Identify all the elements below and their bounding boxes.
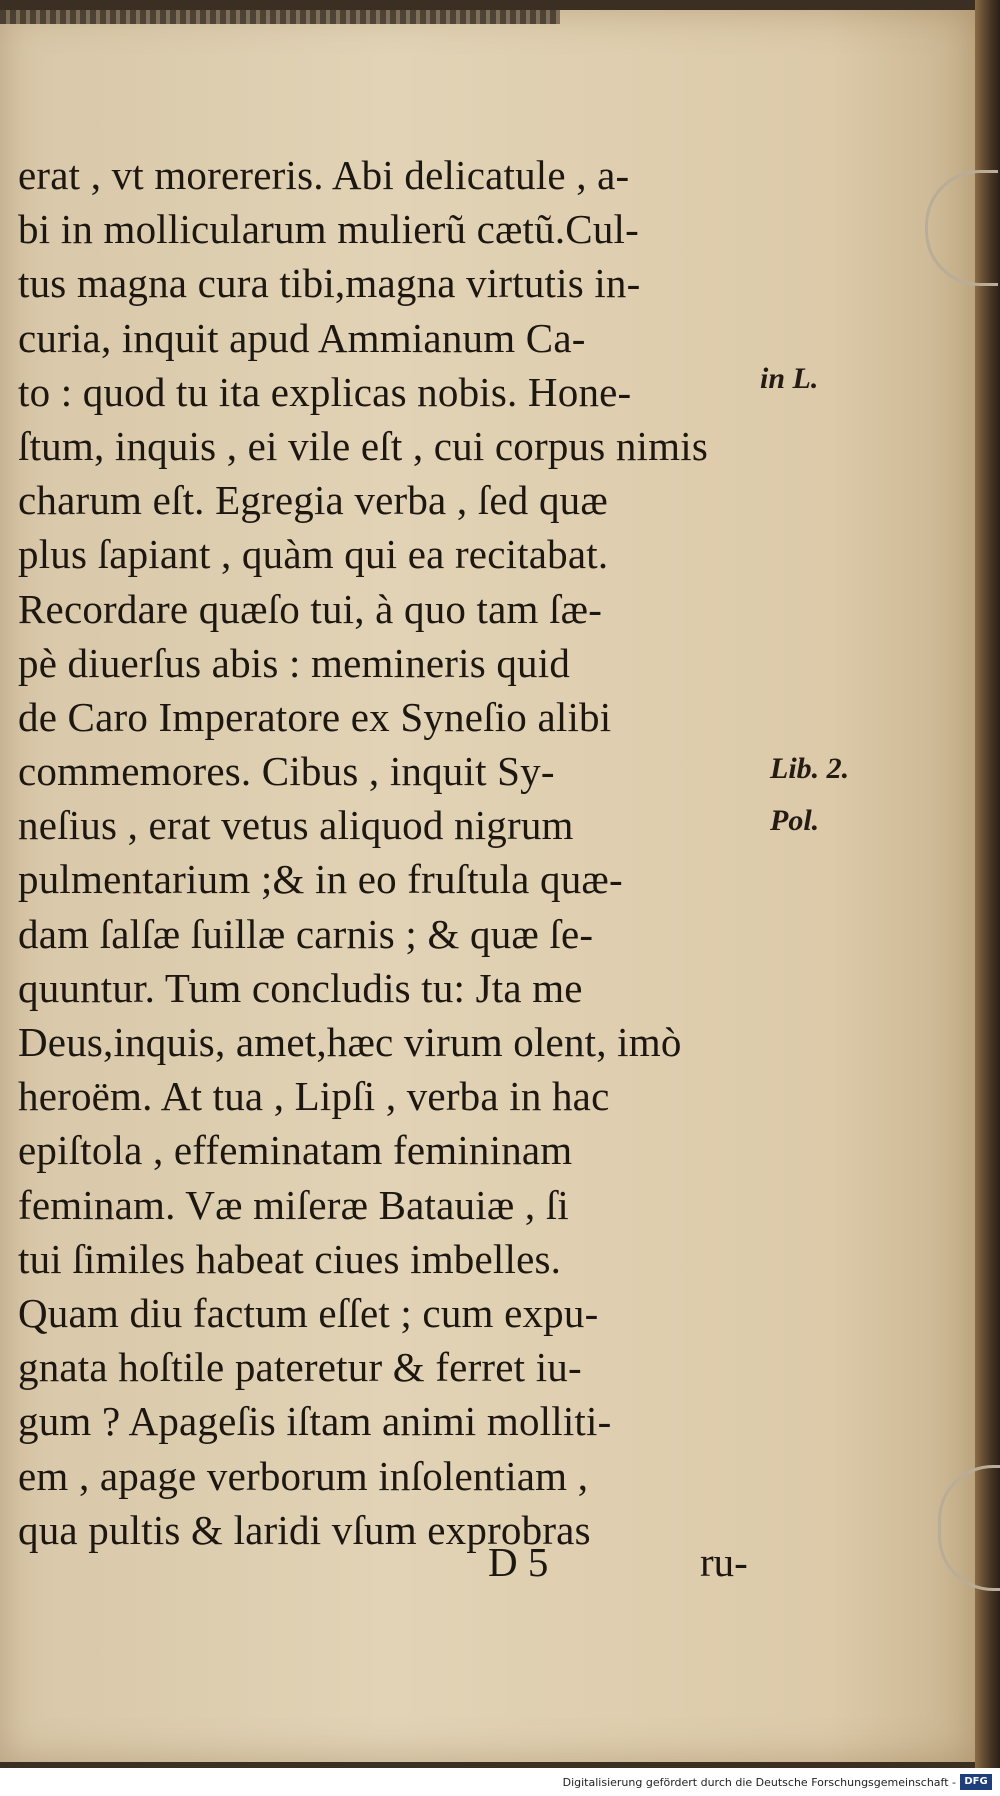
text-line: feminam. Væ miſeræ Batauiæ , ſi xyxy=(18,1181,569,1228)
text-line: em , apage verborum inſolentiam , xyxy=(18,1452,589,1499)
text-line: Quam diu factum eſſet ; cum expu- xyxy=(18,1289,599,1336)
text-line: Deus,inquis, amet,hæc virum olent, imò xyxy=(18,1019,682,1065)
text-line: pulmentarium ;& in eo fruſtula quæ- xyxy=(18,856,623,903)
margin-note-pol: Pol. xyxy=(770,804,820,837)
signature-mark: D 5 xyxy=(488,1539,549,1585)
margin-note-lib: Lib. 2. xyxy=(770,752,850,785)
text-line: ſtum, inquis , ei vile eſt , cui corpus nimis xyxy=(18,422,708,469)
text-line: heroëm. At tua , Lipſi , verba in hac xyxy=(18,1073,610,1120)
dfg-logo: DFG xyxy=(960,1774,992,1790)
text-line: Recordare quæſo tui, à quo tam ſæ- xyxy=(18,585,603,632)
text-line: pè diuerſus abis : memineris quid xyxy=(18,639,571,686)
text-line: tui ſimiles habeat ciues imbelles. xyxy=(18,1235,562,1282)
text-line: bi in mollicularum mulierũ cætũ.Cul- xyxy=(18,206,639,253)
text-line: gnata hoſtile pateretur & ferret iu- xyxy=(18,1344,582,1391)
text-line: gum ? Apageſis iſtam animi molliti- xyxy=(18,1398,612,1445)
text-line: neſius , erat vetus aliquod nigrum xyxy=(18,802,574,849)
text-line: plus ſapiant , quàm qui ea recitabat. xyxy=(18,531,609,578)
text-line: curia, inquit apud Ammianum Ca- xyxy=(18,314,586,361)
text-line: commemores. Cibus , inquit Sy- xyxy=(18,748,555,795)
funding-credit: Digitalisierung gefördert durch die Deutsche Forschungsgemeinschaft - xyxy=(562,1776,956,1789)
catchword: ru- xyxy=(700,1539,748,1585)
text-line: to : quod tu ita explicas nobis. Hone- xyxy=(18,368,632,415)
text-line: tus magna cura tibi,magna virtutis in- xyxy=(18,260,641,307)
text-line: qua pultis & laridi vſum exprobras xyxy=(18,1506,591,1553)
text-line: dam ſalſæ ſuillæ carnis ; & quæ ſe- xyxy=(18,910,594,957)
body-text xyxy=(18,148,778,1557)
margin-note-in: in L. xyxy=(760,362,819,395)
text-line: epiſtola , effeminatam femininam xyxy=(18,1127,573,1174)
text-line: erat , vt morereris. Abi delicatule , a- xyxy=(18,152,630,198)
text-line: charum eſt. Egregia verba , ſed quæ xyxy=(18,477,608,524)
previous-page-edge xyxy=(0,10,560,24)
text-line: quuntur. Tum concludis tu: Jta me xyxy=(18,964,583,1011)
text-line: de Caro Imperatore ex Syneſio alibi xyxy=(18,693,612,740)
